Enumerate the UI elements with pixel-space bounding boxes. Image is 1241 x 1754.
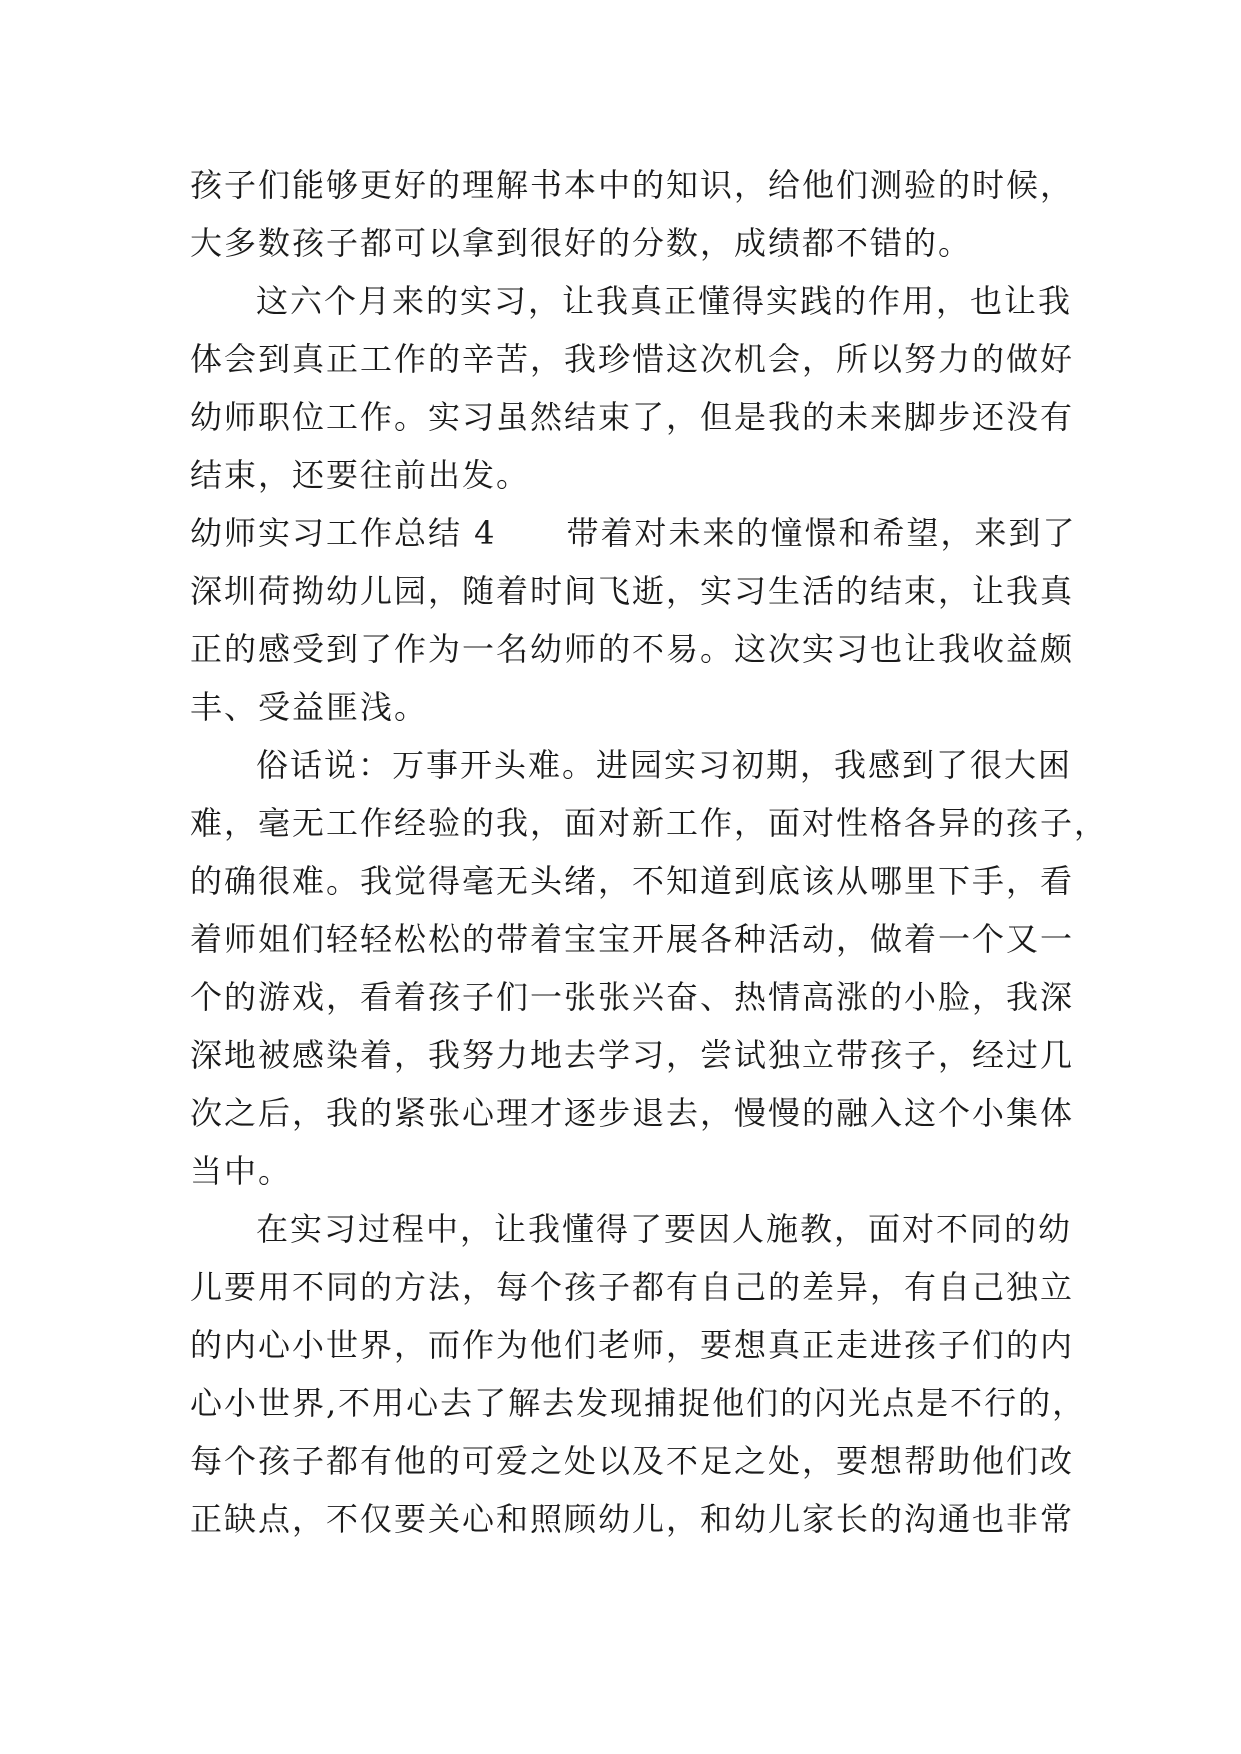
text-line: 每个孩子都有他的可爱之处以及不足之处，要想帮助他们改 <box>190 1442 1075 1480</box>
section-heading-line <box>190 504 1077 562</box>
text-line: 难，毫无工作经验的我，面对新工作，面对性格各异的孩子， <box>190 804 1109 842</box>
text-line: 心小世界,不用心去了解去发现捕捉他们的闪光点是不行的， <box>190 1384 1087 1422</box>
paragraph-2 <box>190 272 1075 504</box>
text-line: 在实习过程中，让我懂得了要因人施教，面对不同的幼 <box>256 1210 1073 1248</box>
text-line: 的确很难。我觉得毫无头绪，不知道到底该从哪里下手，看 <box>190 862 1075 900</box>
paragraph-1 <box>190 156 1075 272</box>
text-line: 正的感受到了作为一名幼师的不易。这次实习也让我收益颇 <box>190 630 1075 668</box>
text-line: 体会到真正工作的辛苦，我珍惜这次机会，所以努力的做好 <box>190 340 1075 378</box>
text-line: 当中。 <box>190 1152 293 1190</box>
section-title: 幼师实习工作总结 4 <box>190 514 497 552</box>
text-line: 正缺点，不仅要关心和照顾幼儿，和幼儿家长的沟通也非常 <box>190 1500 1075 1538</box>
text-line: 次之后，我的紧张心理才逐步退去，慢慢的融入这个小集体 <box>190 1094 1075 1132</box>
text-line: 深地被感染着，我努力地去学习，尝试独立带孩子，经过几 <box>190 1036 1075 1074</box>
text-line: 这六个月来的实习，让我真正懂得实践的作用，也让我 <box>256 282 1073 320</box>
paragraph-4 <box>190 1200 1087 1548</box>
document-body <box>190 156 1109 1548</box>
text-line: 孩子们能够更好的理解书本中的知识，给他们测验的时候， <box>190 166 1075 204</box>
text-line: 儿要用不同的方法，每个孩子都有自己的差异，有自己独立 <box>190 1268 1075 1306</box>
text-line: 的内心小世界，而作为他们老师，要想真正走进孩子们的内 <box>190 1326 1075 1364</box>
text-line: 深圳荷拗幼儿园，随着时间飞逝，实习生活的结束，让我真 <box>190 572 1075 610</box>
section-4 <box>190 504 1077 736</box>
text-line: 丰、受益匪浅。 <box>190 688 429 726</box>
text-line: 带着对未来的憧憬和希望，来到了 <box>566 514 1077 552</box>
text-line: 俗话说：万事开头难。进园实习初期，我感到了很大困 <box>256 746 1073 784</box>
text-line: 结束，还要往前出发。 <box>190 456 531 494</box>
text-line: 着师姐们轻轻松松的带着宝宝开展各种活动，做着一个又一 <box>190 920 1075 958</box>
text-line: 幼师职位工作。实习虽然结束了，但是我的未来脚步还没有 <box>190 398 1075 436</box>
text-line: 大多数孩子都可以拿到很好的分数，成绩都不错的。 <box>190 224 973 262</box>
text-line: 个的游戏，看着孩子们一张张兴奋、热情高涨的小脸，我深 <box>190 978 1075 1016</box>
paragraph-3 <box>190 736 1109 1200</box>
